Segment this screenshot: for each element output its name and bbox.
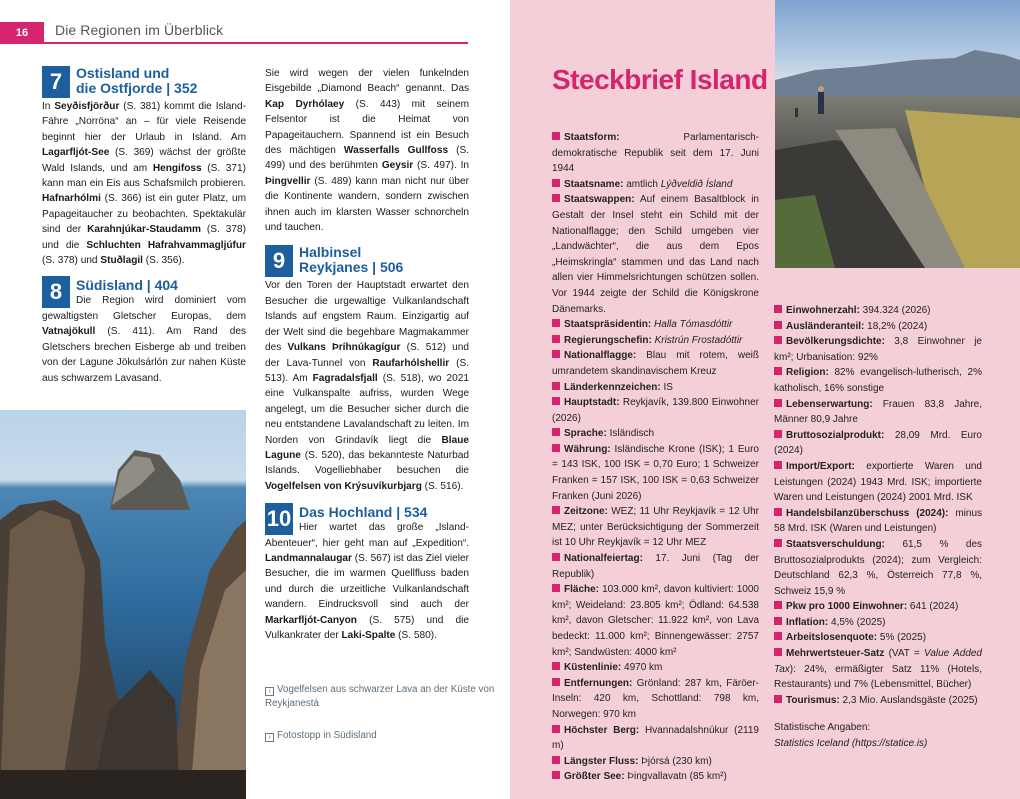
section-title: Das Hochland | 534: [299, 504, 428, 521]
bullet-icon: [552, 179, 560, 187]
bullet-icon: [552, 397, 560, 405]
page-number: 16: [0, 22, 44, 44]
bullet-icon: [774, 336, 782, 344]
section-8-continued: Sie wird wegen der vielen funkelnden Eisgebilde „Diamond Beach“ genannt. Das Kap Dyrhólaey (S. 443) mit seinem Felsentor ist die Heimat von Papageitauchern. Spannend ist ein Besuch des mächtigen Wasserfalls Gullfoss (S. 499) und des berühmten Geysir (S. 497). In Þingvellir (S. 489) kann man nicht nur über die Kontinente wandern, sondern zwischen ihnen auch im klarsten Wasser schnorcheln und tauchen.: [265, 68, 470, 234]
section-title: Reykjanes | 506: [299, 259, 404, 276]
bullet-icon: [552, 662, 560, 670]
right-page: [510, 0, 1020, 799]
arrow-left-icon: ‹: [265, 687, 274, 696]
steckbrief-title: Steckbrief Island: [552, 64, 768, 95]
arrow-right-icon: ›: [265, 733, 274, 742]
bullet-icon: [552, 428, 560, 436]
bullet-icon: [552, 756, 560, 764]
bullet-icon: [774, 601, 782, 609]
section-9-heading: [265, 245, 469, 277]
section-number: 8: [42, 276, 70, 308]
bullet-icon: [774, 461, 782, 469]
bullet-icon: [552, 725, 560, 733]
section-8-body: Die Region wird dominiert vom gewaltigsten Gletscher Europas, dem Vatnajökull (S. 411). Am Rand des Gletschers brechen Eisberge ab und treiben von der Lagune Jökulsárlón zur nahen Küste aus schwarzem Lavasand.: [42, 295, 246, 384]
column-2: [265, 66, 469, 643]
steckbrief-column-1: Staatsform: Parlamentarisch-demokratische Republik seit dem 17. Juni 1944 Staatsname: amtlich Lýðveldið Ísland Staatswappen: Auf einem Basaltblock in Gestalt der Insel steht ein Schild mit der Nationalflagge; den Schild umgeben vier „Landwächter“, die aus dem Epos „Heimskringla“ stammen und das Land nach allen vier Himmelsrichtungen schützen sollen. Vor 1944 zeigte der Schild die Königskrone Dänemarks. Staatspräsidentin: Halla Tómasdóttir Regierungschefin: Kristrún Frostadóttir Nationalflagge: Blau mit rotem, weiß umrandetem skandinavischem Kreuz Länderkennzeichen: IS Hauptstadt: Reykjavík, 139.800 Einwohner (2026) Sprache: Isländisch Währung: Isländische Krone (ISK); 1 Euro = 143 ISK, 100 ISK = 0,70 Euro; 1 Schweizer Franken = 157 ISK, 100 ISK = 0,63 Schweizer Franken (Juni 2026) Zeitzone: WEZ; 11 Uhr Reykjavík = 12 Uhr MEZ; unter Berücksichtigung der Sommerzeit ist 10 Uhr Reykjavík = 12 Uhr MEZ Nationalfeiertag: 17. Juni (Tag der Republik) Fläche: 103.000 km², davon kultiviert: 1000 km²; Weideland: 23.805 km²; Ödland: 64.538 km², davon Gletscher: 11.922 km², von Lava bedeckt: 11.000 km²; Binnengewässer: 2757 km²; Sandwüsten: 4000 km² Küstenlinie: 4970 km Entfernungen: Grönland: 287 km, Färöer-Inseln: 420 km, Schottland: 798 km, Norwegen: 970 km Höchster Berg: Hvannadalshnúkur (2119 m) Längster Fluss: Þjórsá (230 km) Größter See: Þingvallavatn (85 km²): [552, 132, 759, 783]
photo-caption-1: ‹ Vogelfelsen aus schwarzer Lava an der Küste von Reykjanestá: [265, 684, 495, 709]
header-rule: [44, 42, 468, 44]
bullet-icon: [774, 632, 782, 640]
column-1: [42, 66, 246, 386]
bullet-icon: [552, 506, 560, 514]
section-10-body: Hier wartet das große „Island-Abenteuer“, hier geht man auf „Expedition“. Landmannalaugar (S. 567) ist das Ziel vieler Besucher, die im warmen Quellfluss baden und durch die urzeitliche Vulkanlandschaft wandern. Eindrucksvoll sind auch der Markarfljót-Canyon (S. 575) und die Vulkankrater der Laki-Spalte (S. 580).: [265, 522, 469, 641]
bullet-icon: [552, 771, 560, 779]
bullet-icon: [774, 695, 782, 703]
section-title: Ostisland und: [76, 65, 170, 81]
bullet-icon: [774, 430, 782, 438]
section-number: 9: [265, 245, 293, 277]
bullet-icon: [774, 399, 782, 407]
lava-cliffs-photo: [0, 410, 246, 799]
section-9-body: Vor den Toren der Hauptstadt erwartet den Besucher die urgewaltige Vulkanlandschaft Islands auf engstem Raum. Einzigartig auf der Welt sind die begehbare Magmakammer des Vulkans Þríhnúkagígur (S. 512) und der Lava-Tunnel von Raufarhólshellir (S. 513). Am Fagradalsfjall (S. 518), wo 2021 eine Vulkanspalte aufriss, wurden Wege angelegt, um die Besucher sicher durch die neu entstandene Lavalandschaft zu leiten. Im Norden von Grindavík liegt die Blaue Lagune (S. 520), das bekannteste Naturbad Islands. Vogelliebhaber besuchen die Vogelfelsen von Krýsuvíkurbjarg (S. 516).: [265, 280, 470, 492]
bullet-icon: [774, 508, 782, 516]
section-number: 10: [265, 503, 293, 535]
bullet-icon: [552, 553, 560, 561]
bullet-icon: [552, 444, 560, 452]
bullet-icon: [774, 539, 782, 547]
steckbrief-column-2: Einwohnerzahl: 394.324 (2026) Ausländeranteil: 18,2% (2024) Bevölkerungsdichte: 3,8 Einwohner je km²; Urbanisation: 92% Religion: 82% evangelisch-lutherisch, 2% katholisch, 16% sonstige Lebenserwartung: Frauen 83,8 Jahre, Männer 80,9 Jahre Bruttosozialprodukt: 28,09 Mrd. Euro (2024) Import/Export: exportierte Waren und Leistungen (2024) 1943 Mrd. ISK; importierte Waren und Leistungen (2024) 2001 Mrd. ISK Handelsbilanzüberschuss (2024): minus 58 Mrd. ISK (Waren und Leistungen) Staatsverschuldung: 61,5 % des Bruttosozialprodukts (2024); zum Vergleich: Deutschland 62,3 %, Österreich 77,8 %, Schweiz 15,9 % Pkw pro 1000 Einwohner: 641 (2024) Inflation: 4,5% (2025) Arbeitslosenquote: 5% (2025) Mehrwertsteuer-Satz (VAT = Value Added Tax): 24%, ermäßigter Satz 11% (Hotels, Restaurants) und 7% (Lebensmittel, Bücher) Tourismus: 2,3 Mio. Auslandsgäste (2025) Statistische Angaben: Statistics Iceland (https://statice.is): [774, 303, 982, 752]
bullet-icon: [774, 321, 782, 329]
photo-caption-2: › Fotostopp in Südisland: [265, 729, 377, 743]
section-7-body: In Seyðisfjörður (S. 381) kommt die Island-Fähre „Norröna“ an – für viele Reisende beginnt hier der Urlaub in Island. Am Lagarfljót-See (S. 369) wächst der größte Wald Islands, und am Hengifoss (S. 371) kann man ein Eis aus Schafsmilch probieren. Hafnarhólmi (S. 366) ist ein guter Platz, um Papageitaucher zu beobachten. Spektakulär sind der Karahnjúkar-Staudamm (S. 378) und die Schluchten Hafrahvammagljúfur (S. 378) und Stuðlagil (S. 356).: [42, 101, 246, 267]
bullet-icon: [774, 305, 782, 313]
bullet-icon: [552, 132, 560, 140]
bullet-icon: [552, 382, 560, 390]
bullet-icon: [552, 335, 560, 343]
running-title: Die Regionen im Überblick: [55, 22, 224, 38]
source-label: Statistische Angaben:: [774, 722, 871, 734]
bullet-icon: [774, 617, 782, 625]
bullet-icon: [552, 584, 560, 592]
bullet-icon: [774, 648, 782, 656]
bullet-icon: [552, 319, 560, 327]
bullet-icon: [552, 194, 560, 202]
section-title: Südisland | 404: [76, 277, 178, 294]
bullet-icon: [552, 350, 560, 358]
section-title: Halbinsel: [299, 244, 362, 261]
bullet-icon: [552, 678, 560, 686]
section-number: 7: [42, 66, 70, 98]
section-7-heading: [42, 66, 246, 98]
bullet-icon: [774, 367, 782, 375]
source-text: Statistics Iceland (https://statice.is): [774, 738, 928, 750]
south-iceland-photo: [775, 0, 1020, 268]
section-title: die Ostfjorde | 352: [76, 80, 198, 96]
